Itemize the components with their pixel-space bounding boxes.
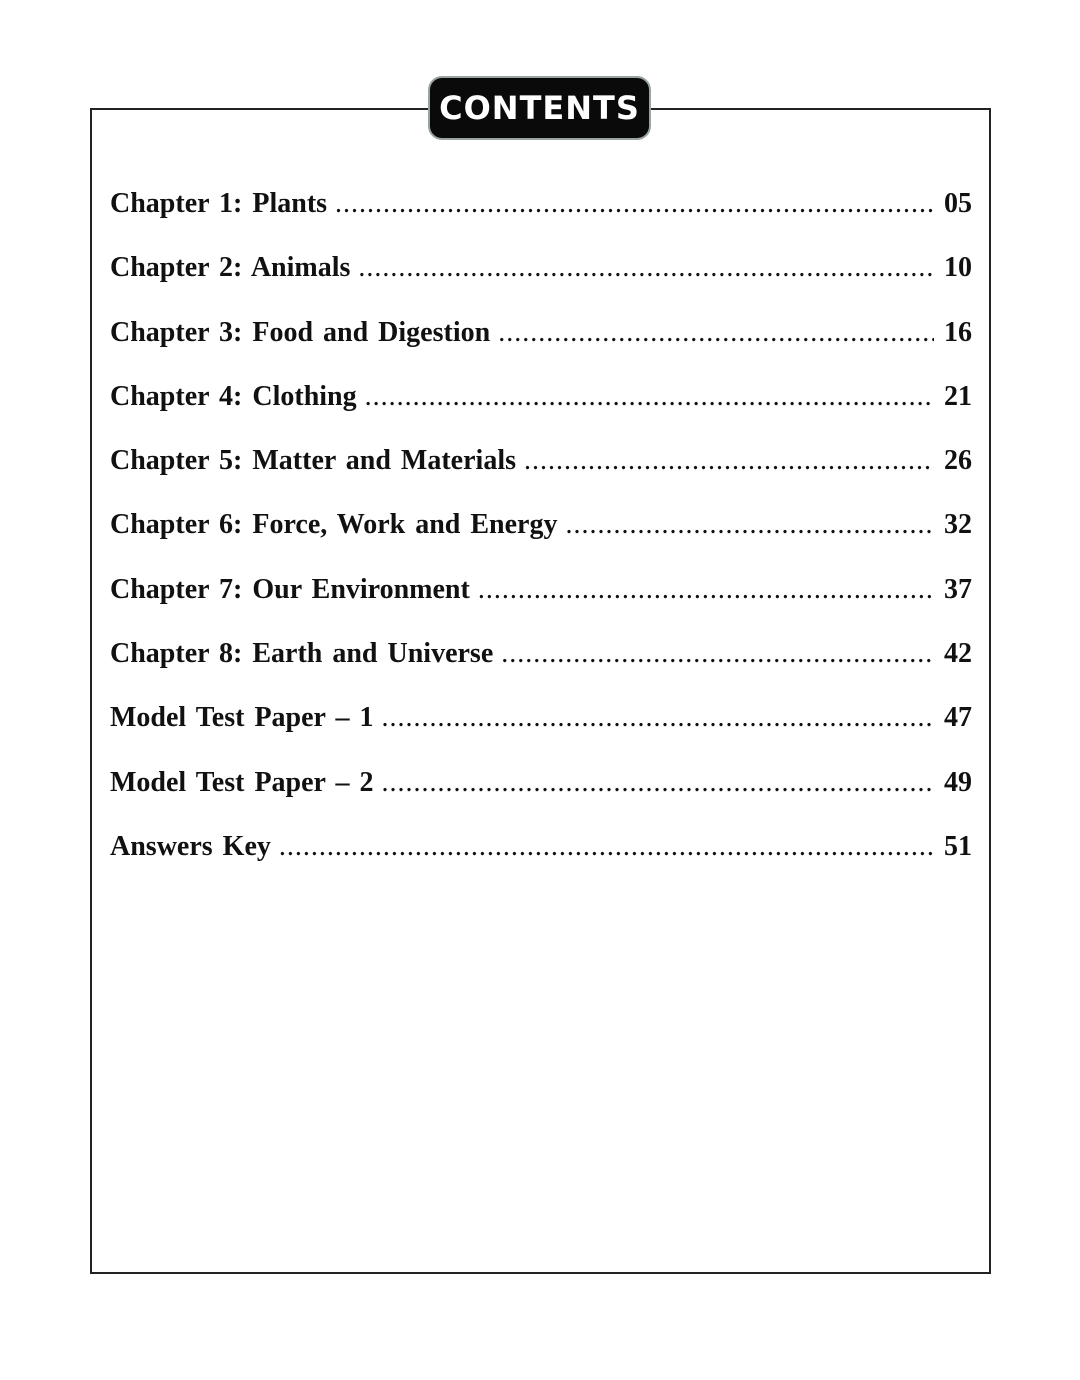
toc-entry-page: 26: [944, 445, 972, 477]
dot-leader: [524, 445, 934, 477]
dot-leader: [358, 252, 934, 284]
toc-entry[interactable]: [110, 702, 972, 766]
toc-entry-page: 10: [944, 252, 972, 284]
toc-entry-label: Chapter 3: Food and Digestion: [110, 316, 491, 348]
toc-entry[interactable]: [110, 188, 972, 252]
dot-leader: [565, 509, 934, 541]
toc-entry-page: 42: [944, 638, 972, 670]
toc-entry-page: 05: [944, 188, 972, 219]
toc-entry[interactable]: [110, 252, 972, 316]
toc-entry-label: Chapter 6: Force, Work and Energy: [110, 509, 558, 541]
toc-entry-label: Model Test Paper – 2: [110, 766, 374, 798]
toc-list: [110, 188, 972, 895]
toc-entry[interactable]: [110, 767, 972, 831]
dot-leader: [501, 638, 934, 670]
toc-entry-label: Chapter 8: Earth and Universe: [110, 638, 494, 670]
toc-entry[interactable]: [110, 445, 972, 509]
dot-leader: [365, 381, 934, 413]
toc-entry-label: Chapter 4: Clothing: [110, 380, 357, 412]
dot-leader: [381, 702, 934, 734]
toc-entry[interactable]: [110, 317, 972, 381]
toc-entry-label: Model Test Paper – 1: [110, 702, 374, 734]
dot-leader: [498, 317, 934, 349]
toc-entry[interactable]: [110, 381, 972, 445]
toc-entry-label: Chapter 7: Our Environment: [110, 573, 470, 605]
contents-title: CONTENTS: [428, 76, 651, 140]
toc-entry[interactable]: [110, 638, 972, 702]
toc-entry[interactable]: [110, 831, 972, 895]
toc-entry-label: Answers Key: [110, 830, 271, 862]
toc-entry-page: 37: [944, 573, 972, 605]
toc-entry-label: Chapter 5: Matter and Materials: [110, 445, 516, 477]
toc-entry[interactable]: [110, 509, 972, 573]
dot-leader: [478, 574, 934, 606]
toc-entry-page: 51: [944, 830, 972, 862]
toc-entry-page: 47: [944, 702, 972, 734]
toc-entry-page: 32: [944, 509, 972, 541]
toc-entry-page: 49: [944, 766, 972, 798]
toc-entry-label: Chapter 2: Animals: [110, 252, 351, 284]
dot-leader: [381, 767, 934, 799]
toc-entry[interactable]: [110, 574, 972, 638]
toc-entry-page: 16: [944, 316, 972, 348]
dot-leader: [335, 188, 934, 220]
toc-entry-page: 21: [944, 380, 972, 412]
toc-entry-label: Chapter 1: Plants: [110, 188, 328, 219]
dot-leader: [279, 831, 934, 863]
